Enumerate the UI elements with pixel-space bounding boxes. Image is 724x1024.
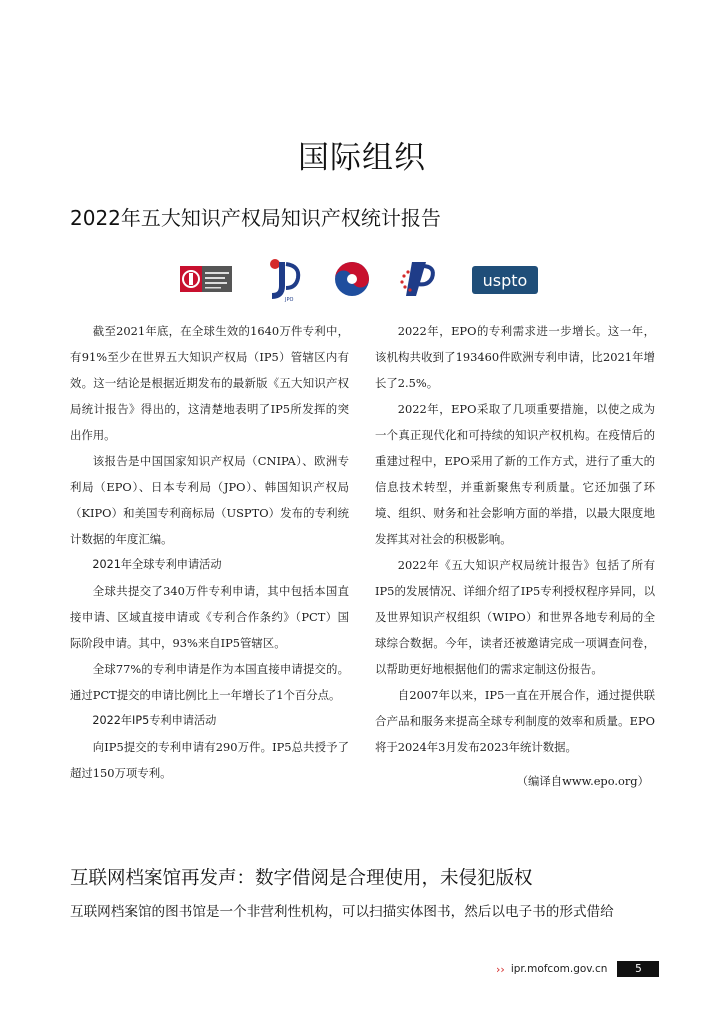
paragraph: 2022年，EPO的专利需求进一步增长。这一年，该机构共收到了193460件欧洲专利申请，比2021年增长了2.5%。 xyxy=(375,324,655,390)
paragraph: 2022年《五大知识产权局统计报告》包括了所有IP5的发展情况、详细介绍了IP5专利授权程序异同，以及世界知识产权组织（WIPO）和世界各地专利局的全球综合数据。今年，读者还被邀请完成一项调查问卷，以帮助更好地根据他们的需求定制这份报告。 xyxy=(375,558,655,676)
article2-title: 互联网档案馆再发声：数字借阅是合理使用，未侵犯版权 xyxy=(70,868,533,889)
source-note: （编译自www.epo.org） xyxy=(516,774,649,788)
epo-logo xyxy=(398,256,440,302)
paragraph: 截至2021年底，在全球生效的1640万件专利中，有91%至少在世界五大知识产权局（IP5）管辖区内有效。这一结论是根据近期发布的最新版《五大知识产权局统计报告》得出的，这清楚地表明了IP5所发挥的突出作用。 xyxy=(70,324,349,442)
paragraph: 自2007年以来，IP5一直在开展合作，通过提供联合产品和服务来提高全球专利制度的效率和质量。EPO将于2024年3月发布2023年统计数据。 xyxy=(375,688,655,754)
china-national-ip-administration-logo xyxy=(180,256,232,302)
left-column xyxy=(70,318,349,786)
article2-lead: 互联网档案馆的图书馆是一个非营利性机构，可以扫描实体图书，然后以电子书的形式借给 xyxy=(70,904,614,920)
ip5-logos xyxy=(180,256,540,302)
kipo-taeguk-logo xyxy=(332,256,372,302)
paragraph: 该报告是中国国家知识产权局（CNIPA）、欧洲专利局（EPO）、日本专利局（JPO）、韩国知识产权局（KIPO）和美国专利商标局（USPTO）发布的专利统计数据的年度汇编。 xyxy=(70,454,349,546)
chevron-right-icon: ›› xyxy=(496,962,505,976)
subheading: 2022年IP5专利申请活动 xyxy=(92,714,217,727)
paragraph: 全球共提交了340万件专利申请，其中包括本国直接申请、区域直接申请或《专利合作条约》（PCT）国际阶段申请。其中，93%来自IP5管辖区。 xyxy=(70,584,349,650)
page-footer xyxy=(496,961,659,977)
page-number: 5 xyxy=(617,961,659,977)
paragraph: 全球77%的专利申请是作为本国直接申请提交的。通过PCT提交的申请比例比上一年增长了1个百分点。 xyxy=(70,662,349,702)
paragraph: 2022年，EPO采取了几项重要措施，以使之成为一个真正现代化和可持续的知识产权机构。在疫情后的重建过程中，EPO采用了新的工作方式，进行了重大的信息技术转型，并重新聚焦专利质量。它还加强了环境、组织、财务和社会影响方面的举措，以最大限度地发挥其对社会的积极影响。 xyxy=(375,402,655,546)
site-url[interactable]: ipr.mofcom.gov.cn xyxy=(510,963,608,975)
paragraph: 向IP5提交的专利申请有290万件。IP5总共授予了超过150万项专利。 xyxy=(70,740,349,780)
uspto-logo xyxy=(472,256,538,302)
jpo-label: JPO xyxy=(285,297,294,302)
uspto-label: uspto xyxy=(482,271,528,290)
right-column xyxy=(375,318,655,794)
section-title: 国际组织 xyxy=(298,140,426,176)
article-title: 2022年五大知识产权局知识产权统计报告 xyxy=(70,206,441,230)
jpo-logo xyxy=(264,256,304,302)
subheading: 2021年全球专利申请活动 xyxy=(92,558,222,571)
